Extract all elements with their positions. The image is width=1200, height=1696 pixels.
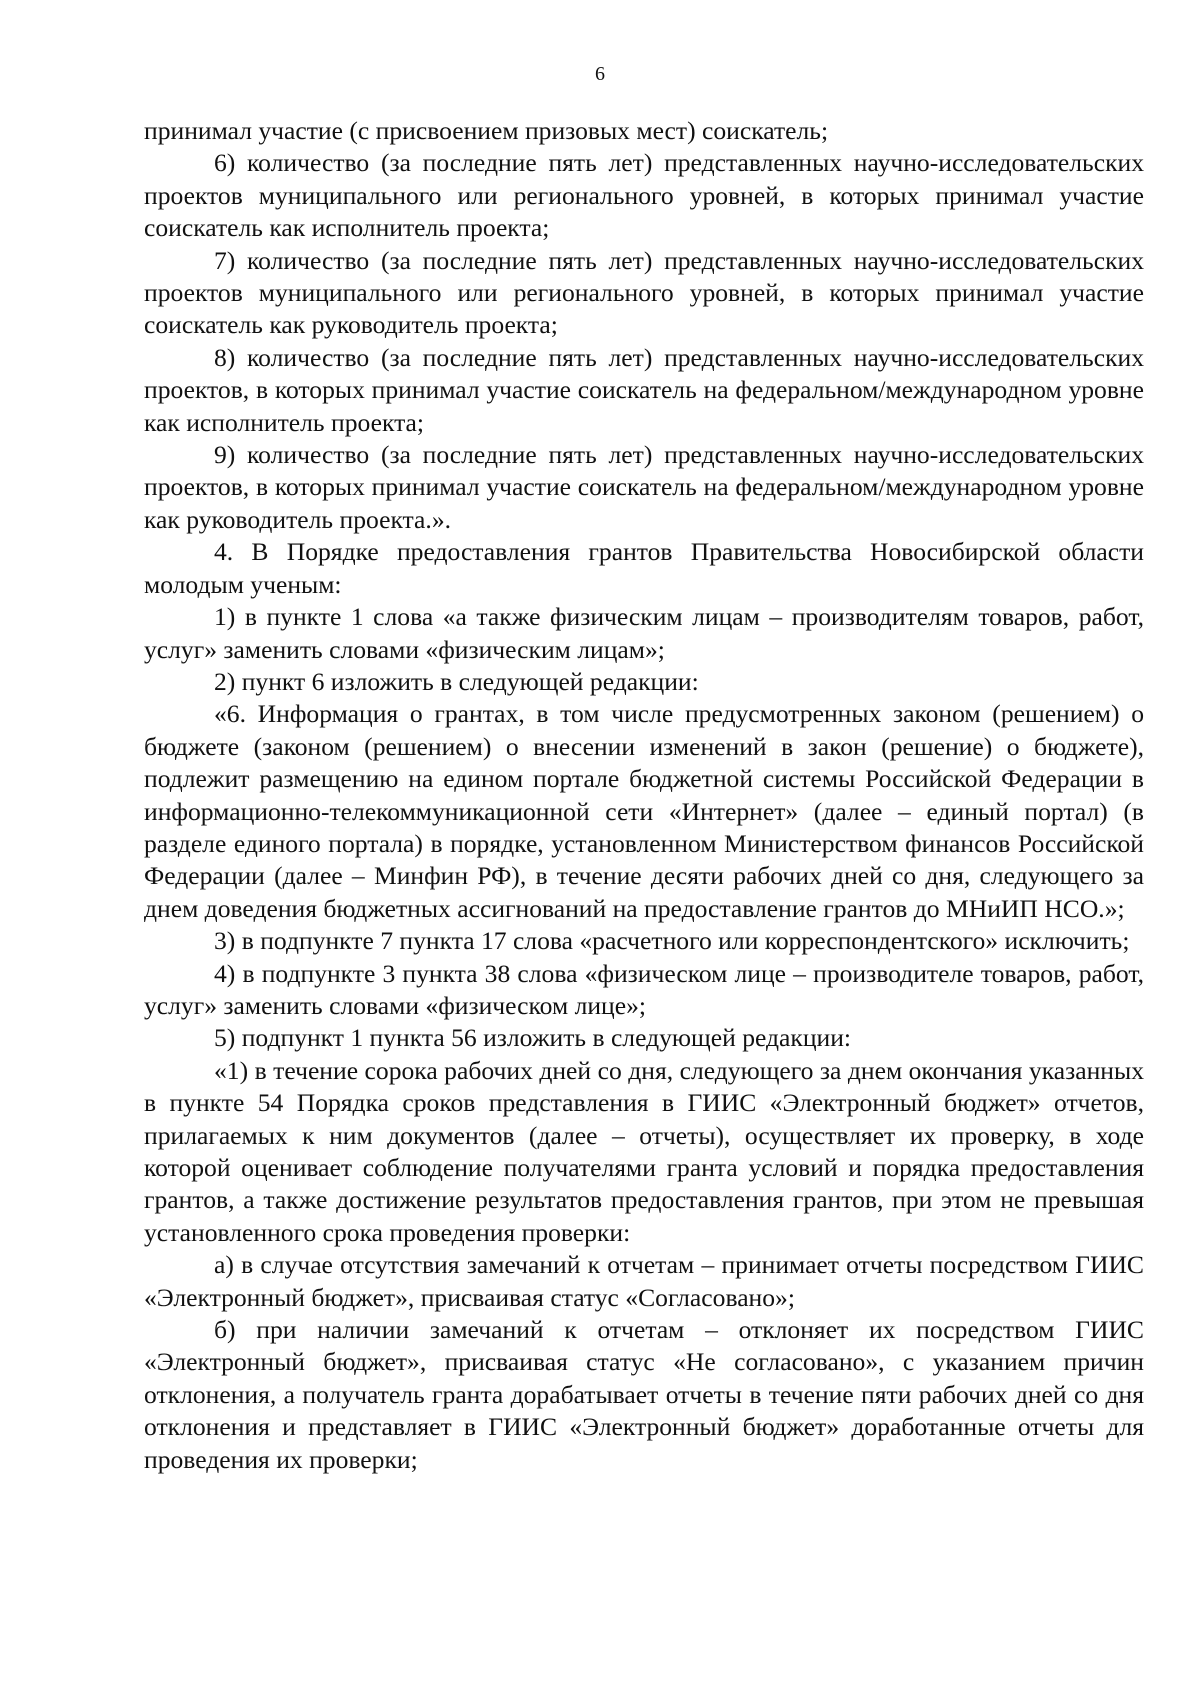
paragraph-subitem-3: 3) в подпункте 7 пункта 17 слова «расчетного или корреспондентского» исключить; bbox=[214, 926, 1130, 956]
paragraph-subitem-1: 1) в пункте 1 слова «а также физическим лицам – производителям товаров, работ, услуг» заменить словами «физическим лицам»; bbox=[144, 602, 1144, 664]
paragraph-subitem-4: 4) в подпункте 3 пункта 38 слова «физическом лице – производителе товаров, работ, услуг» заменить словами «физическом лице»; bbox=[144, 958, 1144, 1020]
paragraph-section-4: 4. В Порядке предоставления грантов Правительства Новосибирской области молодым ученым: bbox=[144, 537, 1144, 599]
paragraph-quote-point-6: «6. Информация о грантах, в том числе предусмотренных законом (решением) о бюджете (законом (решением) о внесении изменений в закон (решение) о бюджете), подлежит размещению на едином портале бюджетной системы Российской Федерации в информационно-телекоммуникационной сети «Интернет» (далее – единый портал) (в разделе единого портала) в порядке, установленном Министерством финансов Российской Федерации (далее – Минфин РФ), в течение десяти рабочих дней со дня, следующего за днем доведения бюджетных ассигнований на предоставление грантов до МНиИП НСО.»; bbox=[144, 699, 1144, 923]
page-number: 6 bbox=[595, 63, 605, 85]
paragraph-quote-subpoint-1: «1) в течение сорока рабочих дней со дня, следующего за днем окончания указанных в пункте 54 Порядка сроков представления в ГИИС «Электронный бюджет» отчетов, прилагаемых к ним документов (далее – отчеты), осуществляет их проверку, в ходе которой оценивает соблюдение получателями гранта условий и порядка предоставления грантов, а также достижение результатов предоставления грантов, при этом не превышая установленного срока проведения проверки: bbox=[144, 1055, 1144, 1247]
paragraph-item-6: 6) количество (за последние пять лет) представленных научно-исследовательских проектов муниципального или регионального уровней, в которых принимал участие соискатель как исполнитель проекта; bbox=[144, 148, 1144, 243]
paragraph-subitem-2: 2) пункт 6 изложить в следующей редакции: bbox=[214, 666, 699, 696]
paragraph-continuation: принимал участие (с присвоением призовых мест) соискатель; bbox=[144, 116, 829, 145]
paragraph-item-9: 9) количество (за последние пять лет) представленных научно-исследовательских проектов, в которых принимал участие соискатель на федеральном/международном уровне как руководитель проекта.». bbox=[144, 440, 1144, 534]
paragraph-item-7: 7) количество (за последние пять лет) представленных научно-исследовательских проектов муниципального или регионального уровней, в которых принимал участие соискатель как руководитель проекта; bbox=[144, 245, 1144, 340]
paragraph-item-8: 8) количество (за последние пять лет) представленных научно-исследовательских проектов, в которых принимал участие соискатель на федеральном/международном уровне как исполнитель проекта; bbox=[144, 342, 1144, 437]
paragraph-subitem-5: 5) подпункт 1 пункта 56 изложить в следующей редакции: bbox=[214, 1023, 852, 1053]
document-body bbox=[144, 115, 1144, 1476]
paragraph-letter-b: б) при наличии замечаний к отчетам – отклоняет их посредством ГИИС «Электронный бюджет», присваивая статус «Не согласовано», с указанием причин отклонения, а получатель гранта дорабатывает отчеты в течение пяти рабочих дней со дня отклонения и представляет в ГИИС «Электронный бюджет» доработанные отчеты для проведения их проверки; bbox=[144, 1315, 1144, 1474]
paragraph-letter-a: а) в случае отсутствия замечаний к отчетам – принимает отчеты посредством ГИИС «Электронный бюджет», присваивая статус «Согласовано»; bbox=[144, 1250, 1144, 1312]
